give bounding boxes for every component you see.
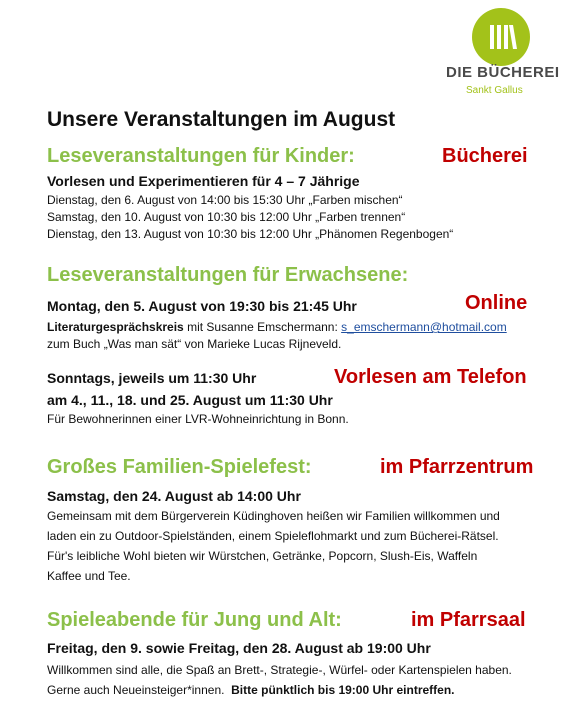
family-fest-date: Samstag, den 24. August ab 14:00 Uhr	[47, 488, 301, 504]
location-label-parish-center: im Pfarrzentrum	[380, 456, 534, 478]
game-night-newcomers: Gerne auch Neueinsteiger*innen.	[47, 683, 232, 697]
section-heading-game-nights: Spieleabende für Jung und Alt:	[47, 609, 342, 631]
section-heading-adults: Leseveranstaltungen für Erwachsene:	[47, 264, 409, 286]
location-label-online: Online	[465, 292, 528, 314]
library-logo	[472, 8, 530, 66]
literature-circle-host: mit Susanne Emschermann:	[183, 320, 342, 334]
family-fest-line-2: laden ein zu Outdoor-Spielständen, einem Spieleflohmarkt und zum Bücherei-Rätsel.	[47, 529, 499, 543]
logo-name: DIE BÜCHEREI	[446, 64, 560, 81]
family-fest-line-4: Kaffee und Tee.	[47, 569, 131, 583]
game-night-line-1: Willkommen sind alle, die Spaß an Brett-, Strategie-, Würfel- oder Kartenspielen haben.	[47, 663, 512, 677]
phone-event-dates: am 4., 11., 18. und 25. August um 11:30 Uhr	[47, 392, 333, 408]
children-date-1: Dienstag, den 6. August von 14:00 bis 15:30 Uhr „Farben mischen“	[47, 193, 403, 207]
email-link[interactable]: s_emschermann@hotmail.com	[341, 320, 507, 334]
game-night-dates: Freitag, den 9. sowie Freitag, den 28. August ab 19:00 Uhr	[47, 640, 431, 656]
game-night-punctual-note: Bitte pünktlich bis 19:00 Uhr eintreffen.	[231, 683, 455, 697]
literature-circle-book: zum Buch „Was man sät“ von Marieke Lucas Rijneveld.	[47, 337, 342, 351]
children-date-2: Samstag, den 10. August von 10:30 bis 12:00 Uhr „Farben trennen“	[47, 210, 406, 224]
location-label-phone: Vorlesen am Telefon	[334, 366, 527, 388]
children-subheading: Vorlesen und Experimentieren für 4 – 7 Jährige	[47, 173, 360, 189]
family-fest-line-1: Gemeinsam mit dem Bürgerverein Küdinghoven heißen wir Familien willkommen und	[47, 509, 500, 523]
literature-circle-label: Literaturgesprächskreis	[47, 320, 184, 334]
family-fest-line-3: Für's leibliche Wohl bieten wir Würstchen, Getränke, Popcorn, Slush-Eis, Waffeln	[47, 549, 478, 563]
phone-event-date: Sonntags, jeweils um 11:30 Uhr	[47, 370, 257, 386]
game-night-line-2	[47, 682, 455, 698]
online-event-date: Montag, den 5. August von 19:30 bis 21:45 Uhr	[47, 298, 357, 314]
location-label-parish-hall: im Pfarrsaal	[411, 609, 526, 631]
section-heading-family-fest: Großes Familien-Spielefest:	[47, 456, 312, 478]
location-label-library: Bücherei	[442, 145, 528, 167]
logo-subtitle: Sankt Gallus	[466, 85, 523, 96]
children-date-3: Dienstag, den 13. August von 10:30 bis 12:00 Uhr „Phänomen Regenbogen“	[47, 227, 454, 241]
page-title: Unsere Veranstaltungen im August	[47, 108, 396, 131]
phone-event-desc: Für Bewohnerinnen einer LVR-Wohneinrichtung in Bonn.	[47, 412, 349, 426]
book-spines-icon	[472, 8, 530, 66]
section-heading-children: Leseveranstaltungen für Kinder:	[47, 145, 355, 167]
literature-circle-line	[47, 319, 507, 335]
